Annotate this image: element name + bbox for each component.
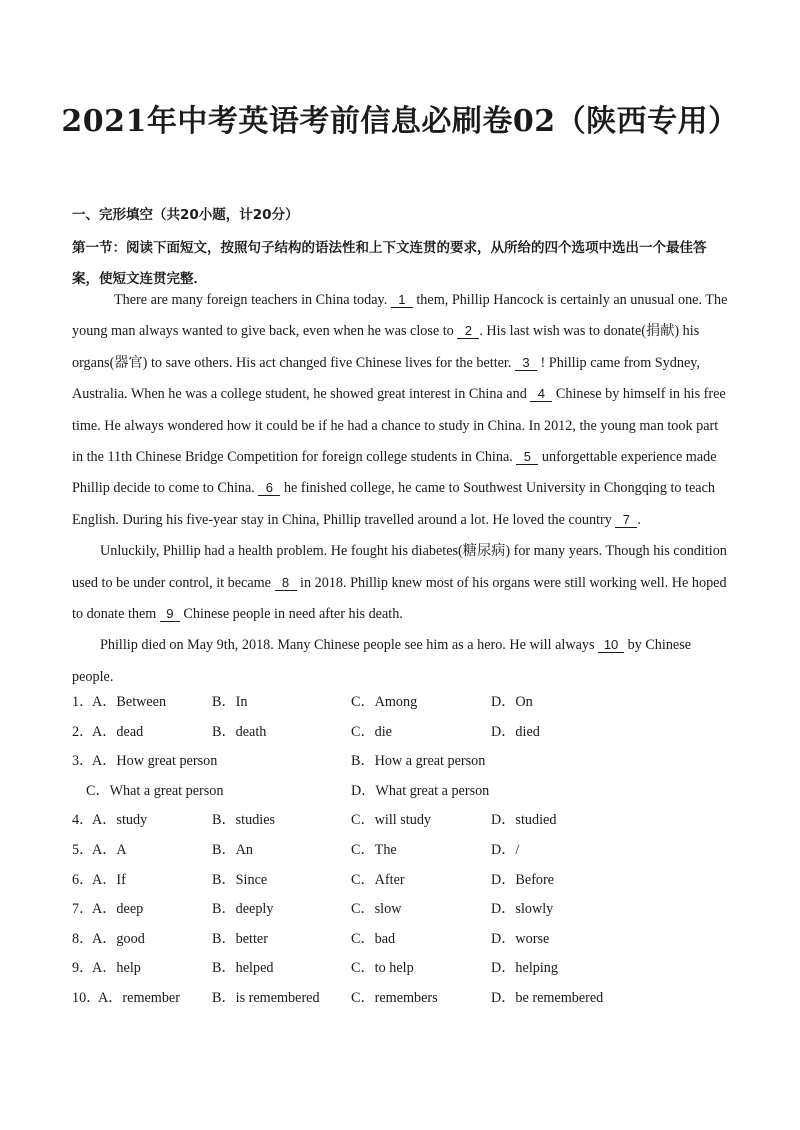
blank-1: 1 bbox=[391, 292, 413, 308]
option-d[interactable]: D．slowly bbox=[491, 901, 554, 918]
passage-text: ! Phillip came from Sydney, bbox=[540, 354, 700, 371]
option-a[interactable]: A．deep bbox=[92, 901, 144, 918]
passage-line bbox=[72, 285, 732, 316]
option-b[interactable]: B．An bbox=[212, 841, 253, 858]
passage-line bbox=[72, 348, 732, 379]
passage-text: . His last wish was to donate(捐献) his bbox=[479, 323, 700, 340]
question-row bbox=[72, 984, 732, 1014]
question-row bbox=[72, 836, 732, 866]
option-d[interactable]: D．be remembered bbox=[491, 989, 604, 1006]
option-c[interactable]: C．Among bbox=[351, 694, 418, 710]
option-d[interactable]: D．/ bbox=[491, 841, 520, 858]
question-row bbox=[72, 895, 732, 925]
passage-line bbox=[72, 599, 732, 630]
question-number: 10． bbox=[72, 989, 101, 1006]
blank-10: 10 bbox=[598, 637, 624, 653]
option-d[interactable]: D．On bbox=[491, 694, 533, 710]
question-number: 9． bbox=[72, 960, 94, 977]
passage-line bbox=[72, 442, 732, 473]
question-number: 4． bbox=[72, 812, 94, 829]
option-d[interactable]: D．Before bbox=[491, 871, 555, 888]
option-d[interactable]: D．worse bbox=[491, 930, 550, 947]
option-d[interactable]: D．studied bbox=[491, 812, 557, 829]
passage-text: them, Phillip Hancock is certainly an unusual one. The bbox=[416, 292, 728, 308]
option-d[interactable]: D．died bbox=[491, 723, 540, 740]
option-c[interactable]: C．bad bbox=[351, 930, 396, 947]
page-title: 2021年中考英语考前信息必刷卷02（陕西专用） bbox=[61, 104, 739, 139]
option-a[interactable]: A．If bbox=[92, 871, 126, 888]
passage-line bbox=[72, 316, 732, 347]
blank-6: 6 bbox=[258, 480, 280, 496]
blank-4: 4 bbox=[530, 386, 552, 402]
blank-9: 9 bbox=[160, 606, 180, 622]
passage-line bbox=[72, 379, 732, 410]
section-title: 一、完形填空（共20小题，计20分） bbox=[72, 207, 299, 223]
passage-text: time. He always wondered how it could be if he had a chance to study in China. In 2012, the young man took part bbox=[72, 417, 719, 434]
passage-text: Australia. When he was a college student, he showed great interest in China and bbox=[72, 386, 527, 403]
passage-text: organs(器官) to save others. His act changed five Chinese lives for the better. bbox=[72, 354, 512, 371]
option-b[interactable]: B．deeply bbox=[212, 901, 274, 918]
passage-text: by Chinese bbox=[627, 637, 692, 654]
question-row bbox=[72, 777, 732, 807]
option-c[interactable]: C．What a great person bbox=[86, 782, 224, 799]
passage-text: English. During his five-year stay in China, Phillip travelled around a lot. He loved the country bbox=[72, 511, 612, 528]
passage-text: in 2018. Phillip knew most of his organs were still working well. He hoped bbox=[300, 574, 727, 591]
option-c[interactable]: C．After bbox=[351, 871, 405, 888]
question-row bbox=[72, 688, 732, 718]
passage-line bbox=[72, 568, 732, 599]
option-a[interactable]: A．remember bbox=[98, 989, 180, 1006]
option-b[interactable]: B．death bbox=[212, 723, 267, 740]
passage-text: he finished college, he came to Southwest University in Chongqing to teach bbox=[283, 480, 715, 497]
blank-7: 7 bbox=[615, 512, 637, 528]
question-row bbox=[72, 806, 732, 836]
question-number: 8． bbox=[72, 930, 94, 947]
question-row bbox=[72, 954, 732, 984]
option-a[interactable]: A．help bbox=[92, 960, 141, 977]
option-b[interactable]: B．Since bbox=[212, 871, 268, 888]
passage-text: . bbox=[637, 511, 641, 528]
passage-line bbox=[72, 473, 732, 504]
question-number: 7． bbox=[72, 901, 94, 918]
option-c[interactable]: C．slow bbox=[351, 901, 402, 918]
blank-8: 8 bbox=[275, 575, 297, 591]
question-row bbox=[72, 718, 732, 748]
passage-text: Chinese by himself in his free bbox=[555, 386, 726, 403]
option-a[interactable]: A．dead bbox=[92, 723, 144, 740]
blank-2: 2 bbox=[457, 323, 479, 339]
passage-text: in the 11th Chinese Bridge Competition for foreign college students in China. bbox=[72, 448, 513, 465]
option-b[interactable]: B．is remembered bbox=[212, 989, 320, 1006]
option-b[interactable]: B．studies bbox=[212, 812, 276, 829]
question-row bbox=[72, 747, 732, 777]
question-row bbox=[72, 925, 732, 955]
question-number: 3． bbox=[72, 753, 94, 770]
passage-text: Phillip died on May 9th, 2018. Many Chinese people see him as a hero. He will always bbox=[100, 637, 595, 654]
option-d[interactable]: D．helping bbox=[491, 960, 558, 977]
passage-text: young man always wanted to give back, even when he was close to bbox=[72, 323, 454, 340]
blank-3: 3 bbox=[515, 355, 537, 371]
passage-line bbox=[72, 536, 732, 567]
passage-text: unforgettable experience made bbox=[541, 448, 717, 465]
option-d[interactable]: D．What great a person bbox=[351, 782, 490, 799]
passage-line bbox=[72, 411, 732, 442]
instruction: 第一节：阅读下面短文，按照句子结构的语法性和上下文连贯的要求，从所给的四个选项中选出一个最佳答案，使短文连贯完整． bbox=[72, 240, 707, 287]
passage-text: used to be under control, it became bbox=[72, 574, 271, 591]
option-a[interactable]: A．study bbox=[92, 812, 148, 829]
option-a[interactable]: A．How great person bbox=[92, 753, 218, 770]
passage-text: Chinese people in need after his death. bbox=[183, 605, 403, 622]
passage-text: to donate them bbox=[72, 605, 157, 622]
passage-text: people. bbox=[72, 668, 114, 685]
question-number: 2． bbox=[72, 723, 94, 740]
option-c[interactable]: C．remembers bbox=[351, 989, 438, 1006]
question-number: 1． bbox=[72, 694, 94, 710]
passage-text: Unluckily, Phillip had a health problem. He fought his diabetes(糖尿病) for many years. Though his condition bbox=[100, 543, 727, 560]
blank-5: 5 bbox=[516, 449, 538, 465]
option-c[interactable]: C．die bbox=[351, 723, 392, 740]
option-c[interactable]: C．The bbox=[351, 841, 397, 858]
option-c[interactable]: C．to help bbox=[351, 960, 414, 977]
options-list bbox=[72, 688, 732, 1014]
question-row bbox=[72, 866, 732, 896]
question-number: 5． bbox=[72, 841, 94, 858]
passage-line bbox=[72, 505, 732, 536]
passage bbox=[72, 285, 732, 693]
option-b[interactable]: B．better bbox=[212, 930, 268, 947]
passage-text: There are many foreign teachers in China today. bbox=[114, 292, 388, 308]
option-b[interactable]: B．helped bbox=[212, 960, 274, 977]
passage-line bbox=[72, 630, 732, 661]
option-c[interactable]: C．will study bbox=[351, 812, 432, 829]
option-a[interactable]: A．A bbox=[92, 841, 127, 858]
option-b[interactable]: B．How a great person bbox=[351, 753, 486, 770]
option-b[interactable]: B．In bbox=[212, 694, 248, 710]
option-a[interactable]: A．good bbox=[92, 930, 145, 947]
passage-text: Phillip decide to come to China. bbox=[72, 480, 255, 497]
question-number: 6． bbox=[72, 871, 94, 888]
option-a[interactable]: A．Between bbox=[92, 694, 167, 710]
